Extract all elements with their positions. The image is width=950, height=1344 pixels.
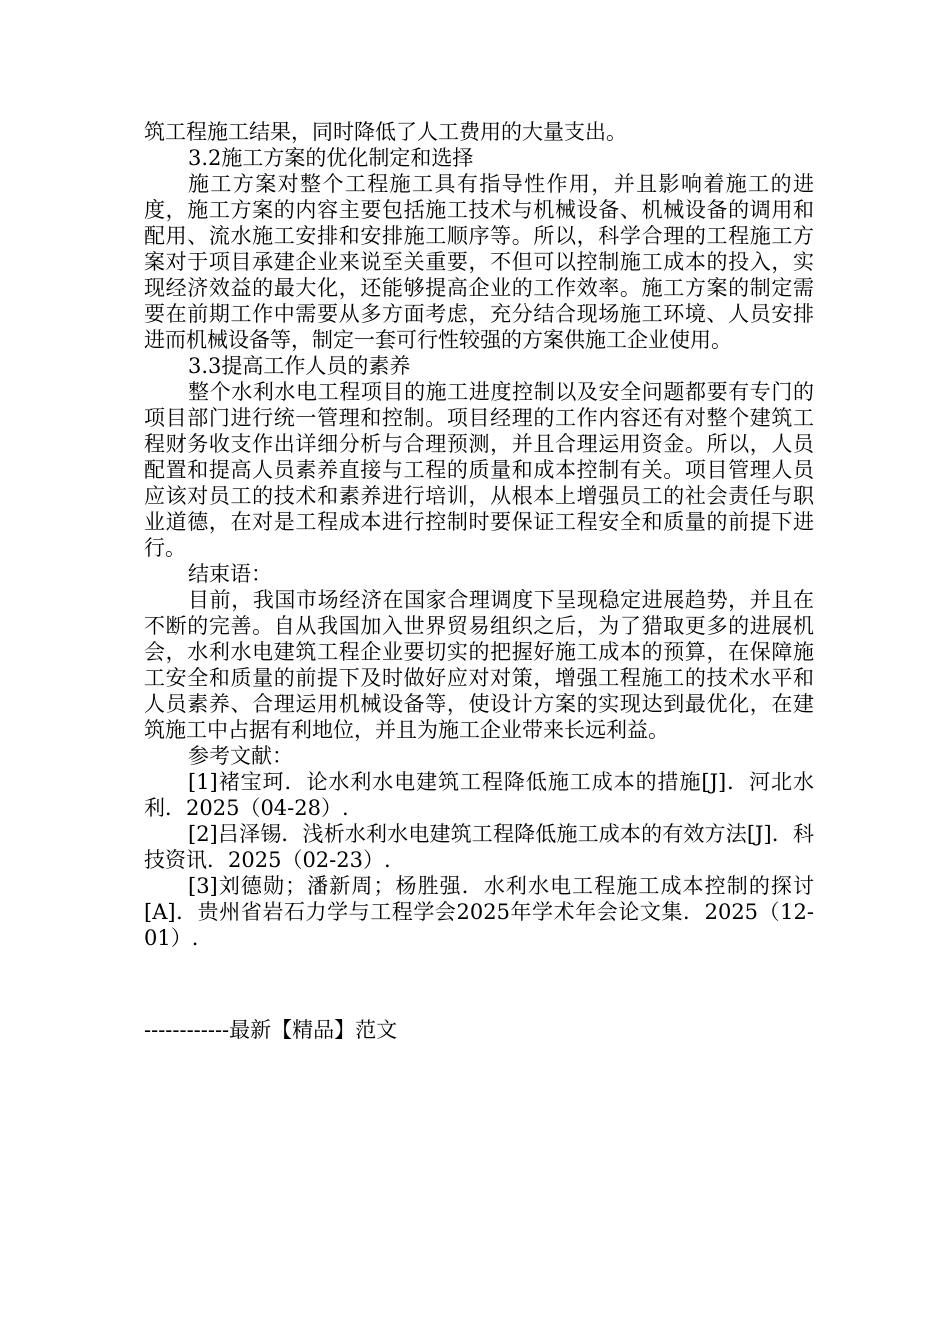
section-heading-3-2: 3.2施工方案的优化制定和选择 [188,146,474,170]
paragraph-conclusion: 目前，我国市场经济在国家合理调度下呈现稳定进展趋势，并且在不断的完善。自从我国加入世界贸易组织之后，为了猎取更多的进展机会，水利水电建筑工程企业要切实的把握好施工成本的预算，在保障施工安全和质量的前提下及时做好应对对策，增强工程施工的技术水平和人员素养、合理运用机械设备等，使设计方案的实现达到最优化，在建筑施工中占据有利地位，并且为施工企业带来长远利益。 [144,588,814,742]
document-body [144,119,814,951]
section-heading-3-3: 3.3提高工作人员的素养 [188,354,411,378]
paragraph-continuation: 筑工程施工结果，同时降低了人工费用的大量支出。 [144,120,627,144]
paragraph-construction-plan: 施工方案对整个工程施工具有指导性作用，并且影响着施工的进度，施工方案的内容主要包括施工技术与机械设备、机械设备的调用和配用、流水施工安排和安排施工顺序等。所以，科学合理的工程施工方案对于项目承建企业来说至关重要，不但可以控制施工成本的投入，实现经济效益的最大化，还能够提高企业的工作效率。施工方案的制定需要在前期工作中需要从多方面考虑，充分结合现场施工环境、人员安排进而机械设备等，制定一套可行性较强的方案供施工企业使用。 [144,172,814,352]
reference-item-3: [3]刘德勋；潘新周；杨胜强．水利水电工程施工成本控制的探讨[A]．贵州省岩石力学与工程学会2025年学术年会论文集．2025（12-01）. [144,874,814,950]
reference-item-2: [2]吕泽锡．浅析水利水电建筑工程降低施工成本的有效方法[J]．科技资讯．2025（02-23）. [144,822,814,872]
footer-label: ------------最新【精品】范文 [144,1018,398,1042]
conclusion-heading: 结束语： [188,562,272,586]
paragraph-staff-quality: 整个水利水电工程项目的施工进度控制以及安全问题都要有专门的项目部门进行统一管理和控制。项目经理的工作内容还有对整个建筑工程财务收支作出详细分析与合理预测，并且合理运用资金。所以，人员配置和提高人员素养直接与工程的质量和成本控制有关。项目管理人员应该对员工的技术和素养进行培训，从根本上增强员工的社会责任与职业道德，在对是工程成本进行控制时要保证工程安全和质量的前提下进行。 [144,380,814,560]
reference-item-1: [1]褚宝珂．论水利水电建筑工程降低施工成本的措施[J]．河北水利．2025（04-28）. [144,770,814,820]
references-heading: 参考文献： [188,744,293,768]
